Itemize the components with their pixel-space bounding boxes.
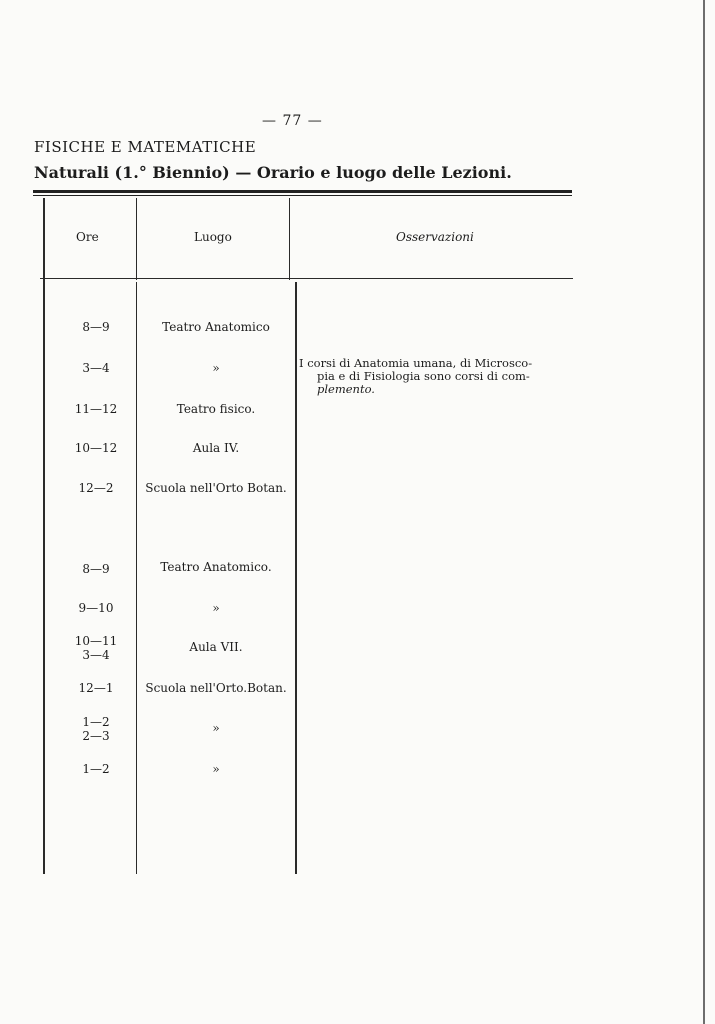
row-9-luogo: Scuola nell'Orto.Botan. (145, 681, 287, 695)
row-1-luogo: Teatro Anatomico (162, 320, 270, 334)
row-7-luogo: » (212, 601, 220, 615)
column-header-ore: Ore (76, 230, 99, 244)
column-header-osservazioni: Osservazioni (396, 230, 474, 244)
observations-note-line-3: plemento. (317, 382, 375, 396)
row-4-luogo: Aula IV. (192, 441, 240, 455)
double-rule-top (33, 190, 572, 193)
table-left-border (43, 198, 45, 874)
row-4-ore: 10—12 (74, 441, 118, 455)
page-number: — 77 — (262, 113, 323, 129)
observations-note (299, 357, 573, 396)
page-edge (703, 0, 705, 1024)
header-separator (40, 278, 573, 279)
row-2-luogo: » (212, 361, 220, 375)
row-3-luogo: Teatro fisico. (176, 402, 256, 416)
row-11-ore: 1—2 (82, 762, 110, 776)
row-11-luogo: » (212, 762, 220, 776)
column-divider-header-1 (136, 198, 137, 280)
row-9-ore: 12—1 (78, 681, 114, 695)
row-7-ore: 9—10 (78, 601, 114, 615)
column-header-luogo: Luogo (194, 230, 232, 244)
row-8-luogo: Aula VII. (189, 640, 243, 654)
double-rule-bottom (33, 195, 572, 196)
section-subheading: Naturali (1.° Biennio) — Orario e luogo delle Lezioni. (34, 163, 512, 182)
row-10-ore: 1—2 2—3 (82, 715, 110, 743)
observations-note-line-1: I corsi di Anatomia umana, di Microsco- (299, 356, 533, 370)
observations-note-line-2: pia e di Fisiologia sono corsi di com- (317, 369, 530, 383)
row-10-luogo: » (212, 721, 220, 735)
column-divider-1 (136, 282, 137, 874)
row-5-luogo: Scuola nell'Orto Botan. (145, 481, 287, 495)
row-1-ore: 8—9 (82, 320, 110, 334)
row-2-ore: 3—4 (82, 361, 110, 375)
row-5-ore: 12—2 (78, 481, 114, 495)
row-6-ore: 8—9 (82, 562, 110, 576)
row-6-luogo: Teatro Anatomico. (160, 560, 272, 574)
column-divider-2 (295, 282, 297, 874)
row-3-ore: 11—12 (74, 402, 118, 416)
row-8-ore: 10—11 3—4 (74, 634, 118, 662)
column-divider-header-2 (289, 198, 290, 280)
section-heading: FISICHE E MATEMATICHE (34, 138, 257, 156)
